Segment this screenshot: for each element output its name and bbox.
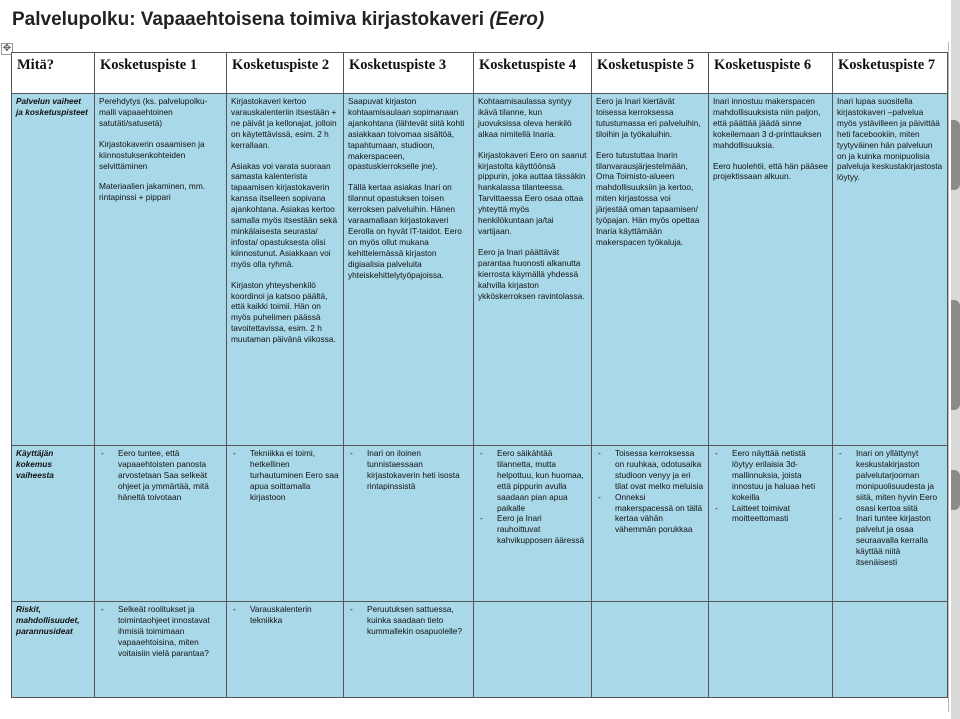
list-item: - Eero näyttää netistä löytyy erilaisia 3d-mallinnuksia, joista innostuu ja haluaa heti kokeilla <box>713 448 828 503</box>
table-cell <box>592 446 709 602</box>
list-item: - Eero säikähtää tilannetta, mutta helpottuu, kun huomaa, että pippurin avulla saadaan pian apua paikalle <box>478 448 587 513</box>
table-row <box>12 446 948 602</box>
table-cell <box>709 446 833 602</box>
table-cell <box>833 94 948 446</box>
list-item: - Inari tuntee kirjaston palvelut ja osaa seuraavalla kerralla käyttää niitä itsenäisesti <box>837 513 943 568</box>
title-main: Palvelupolku: Vapaaehtoisena toimiva kirjastokaveri <box>12 9 490 30</box>
list-item: - Toisessa kerroksessa on ruuhkaa, odotusaika studioon venyy ja eri tilat ovat melko meluisia <box>596 448 704 492</box>
cell-paragraph: Inari innostuu makerspacen mahdollisuuksista niin paljon, että päättää jäädä sinne kokeilemaan 3 d-printtauksen mahdollisuuksia. <box>713 96 822 150</box>
header-row <box>12 53 948 94</box>
cell-paragraph: Tällä kertaa asiakas Inari on tilannut opastuksen toisen kerroksen palveluihin. Hänen varaamallaan kirjastokaveri Eerolla on hyvät IT-taidot. Eero on myös ollut mukana kehittelemässä kirjaston digiaalisia palveluita yhteiskehittelytyöpajoissa. <box>348 182 462 280</box>
table-cell <box>227 602 344 698</box>
cell-paragraph: Kirjastokaveri kertoo varauskalenteriin itsestään + ne päivät ja kellonajat, jolloin on käytettävissä, esim. 2 h kerrallaan. <box>231 96 337 150</box>
page-title <box>12 9 544 31</box>
table-cell <box>95 94 227 446</box>
list-item: - Selkeät roolitukset ja toimintaohjeet innostavat ihmisiä toimimaan vapaaehtoisina, miten voitaisiin vielä parantaa? <box>99 604 222 659</box>
header-cell: Kosketuspiste 1 <box>95 53 227 94</box>
cell-paragraph: Eero tutustuttaa Inarin tilanvarausjärjestelmään, Oma Toimisto-alueen mahdollisuuksiin ja kertoo, miten kirjastossa voi järjestää oman tapaamisen/ työpajan. Hän myös opettaa Inaria käyttämään makerspacen työkaluja. <box>596 149 700 247</box>
title-italic: (Eero) <box>489 9 545 30</box>
row-label: Riskit, mahdollisuudet, parannusideat <box>12 602 95 698</box>
table-cell <box>227 446 344 602</box>
row-label: Palvelun vaiheet ja kosketuspisteet <box>12 94 95 446</box>
header-cell: Kosketuspiste 2 <box>227 53 344 94</box>
cell-paragraph: Kirjastokaverin osaamisen ja kiinnostuksenkohteiden selvittäminen <box>99 138 205 171</box>
list-item: - Onneksi makerspacessä on tällä kertaa vähän vähemmän porukkaa <box>596 492 704 536</box>
cell-paragraph: Kohtaamisaulassa syntyy ikävä tilanne, kun juovuksissa oleva henkilö alkaa nimitellä Inaria. <box>478 96 572 139</box>
list-item: - Tekniikka ei toimi, hetkellinen turhautuminen Eero saa apua soittamalla kirjastoon <box>231 448 339 503</box>
list-item: - Laitteet toimivat moitteettomasti <box>713 503 828 525</box>
header-cell: Kosketuspiste 4 <box>474 53 592 94</box>
cell-paragraph: Eero ja Inari kiertävät toisessa kerroksessa tutustumassa eri palveluihin, tiloihin ja työkaluihin. <box>596 96 701 139</box>
header-cell: Kosketuspiste 5 <box>592 53 709 94</box>
list-item: - Inari on yllättynyt keskustakirjaston palvelutarjooman monipuolisuudesta ja siitä, miten hyvin Eero osasi kertoa siitä <box>837 448 943 513</box>
cell-paragraph: Eero huolehtii, että hän pääsee projektissaan alkuun. <box>713 160 828 182</box>
edge-shape <box>951 470 960 510</box>
header-cell: Kosketuspiste 3 <box>344 53 474 94</box>
table-cell <box>344 602 474 698</box>
row-label: Käyttäjän kokemus vaiheesta <box>12 446 95 602</box>
list-item: - Varauskalenterin tekniikka <box>231 604 339 626</box>
page-edge <box>948 42 949 712</box>
table-cell <box>227 94 344 446</box>
cell-paragraph: Kirjastokaveri Eero on saanut kirjastolta käyttöönsä pippurin, joka auttaa tässäkin hankalassa tilanteessa. Tarvittaessa Eero osaa ottaa yhteyttä myös henkilökuntaan ja/tai vartijaan. <box>478 149 587 236</box>
header-cell: Kosketuspiste 7 <box>833 53 948 94</box>
list-item: - Eero tuntee, että vapaaehtoisten panosta arvostetaan Saa selkeät ohjeet ja ymmärtää, mitä häneltä toivotaan <box>99 448 222 503</box>
table-cell <box>474 94 592 446</box>
header-cell: Kosketuspiste 6 <box>709 53 833 94</box>
cell-paragraph: Inari lupaa suositella kirjastokaveri –palvelua myös ystävilleen ja päivittää heti facebookiin, miten tyytyväinen hän palveluun on ja kuinka monipuolisia palveluja keskustakirjastosta löytyy. <box>837 96 943 183</box>
table-cell <box>833 446 948 602</box>
edge-shape <box>951 120 960 190</box>
cell-paragraph: Perehdytys (ks. palvelupolku-malli vapaaehtoinen satutäti/satusetä) <box>99 96 208 128</box>
edge-shape <box>951 300 960 410</box>
table-cell <box>592 94 709 446</box>
table-move-handle-icon[interactable]: ✥ <box>2 43 12 54</box>
side-panel-edge <box>951 0 960 719</box>
table-cell <box>709 94 833 446</box>
table-cell <box>95 602 227 698</box>
cell-paragraph: Saapuvat kirjaston kohtaamisaulaan sopimanaan ajankohtana (lähtevät siitä kohti asiakkaan toivomaa sisältöä, tapahtumaan, studioon, makerspaceen, opastuskierrokselle jne). <box>348 96 465 172</box>
cell-paragraph: Eero ja Inari päättävät parantaa huonosti alkanutta kierrosta käymällä yhdessä kahvilla kirjaston ykköskerroksen ravintolassa. <box>478 246 585 301</box>
table-cell <box>474 602 592 698</box>
table-cell <box>709 602 833 698</box>
table-cell <box>344 446 474 602</box>
table-row <box>12 94 948 446</box>
service-path-table <box>11 52 948 698</box>
table-cell <box>95 446 227 602</box>
cell-paragraph: Materiaalien jakaminen, mm. rintapinssi + pippari <box>99 181 206 203</box>
table-cell <box>592 602 709 698</box>
table-cell <box>833 602 948 698</box>
table-cell <box>344 94 474 446</box>
list-item: - Eero ja Inari rauhoittuvat kahvikupposen ääressä <box>478 513 587 546</box>
cell-paragraph: Kirjaston yhteyshenkilö koordinoi ja katsoo päältä, että kaikki toimii. Hän on myös puhelimen päässä tavoitettavissa, esim. 2 h muutaman päivänä viikossa. <box>231 279 336 345</box>
table-row <box>12 602 948 698</box>
list-item: - Inari on iloinen tunnistaessaan kirjastokaverin heti isosta rintapinssistä <box>348 448 469 492</box>
list-item: - Peruutuksen sattuessa, kuinka saadaan tieto kummallekin osapuolelle? <box>348 604 469 637</box>
cell-paragraph: Asiakas voi varata suoraan samasta kalenterista tapaamisen kirjastokaverin kanssa itselleen sopivana ajankohtana. Asiakas kertoo samalla myös itsestään sekä minkälaisesta seurasta/ infosta/ opastuksesta olisi kiinnostunut. Asiakkaan voi myös olla ryhmä. <box>231 160 338 269</box>
header-cell: Mitä? <box>12 53 95 94</box>
table-cell <box>474 446 592 602</box>
